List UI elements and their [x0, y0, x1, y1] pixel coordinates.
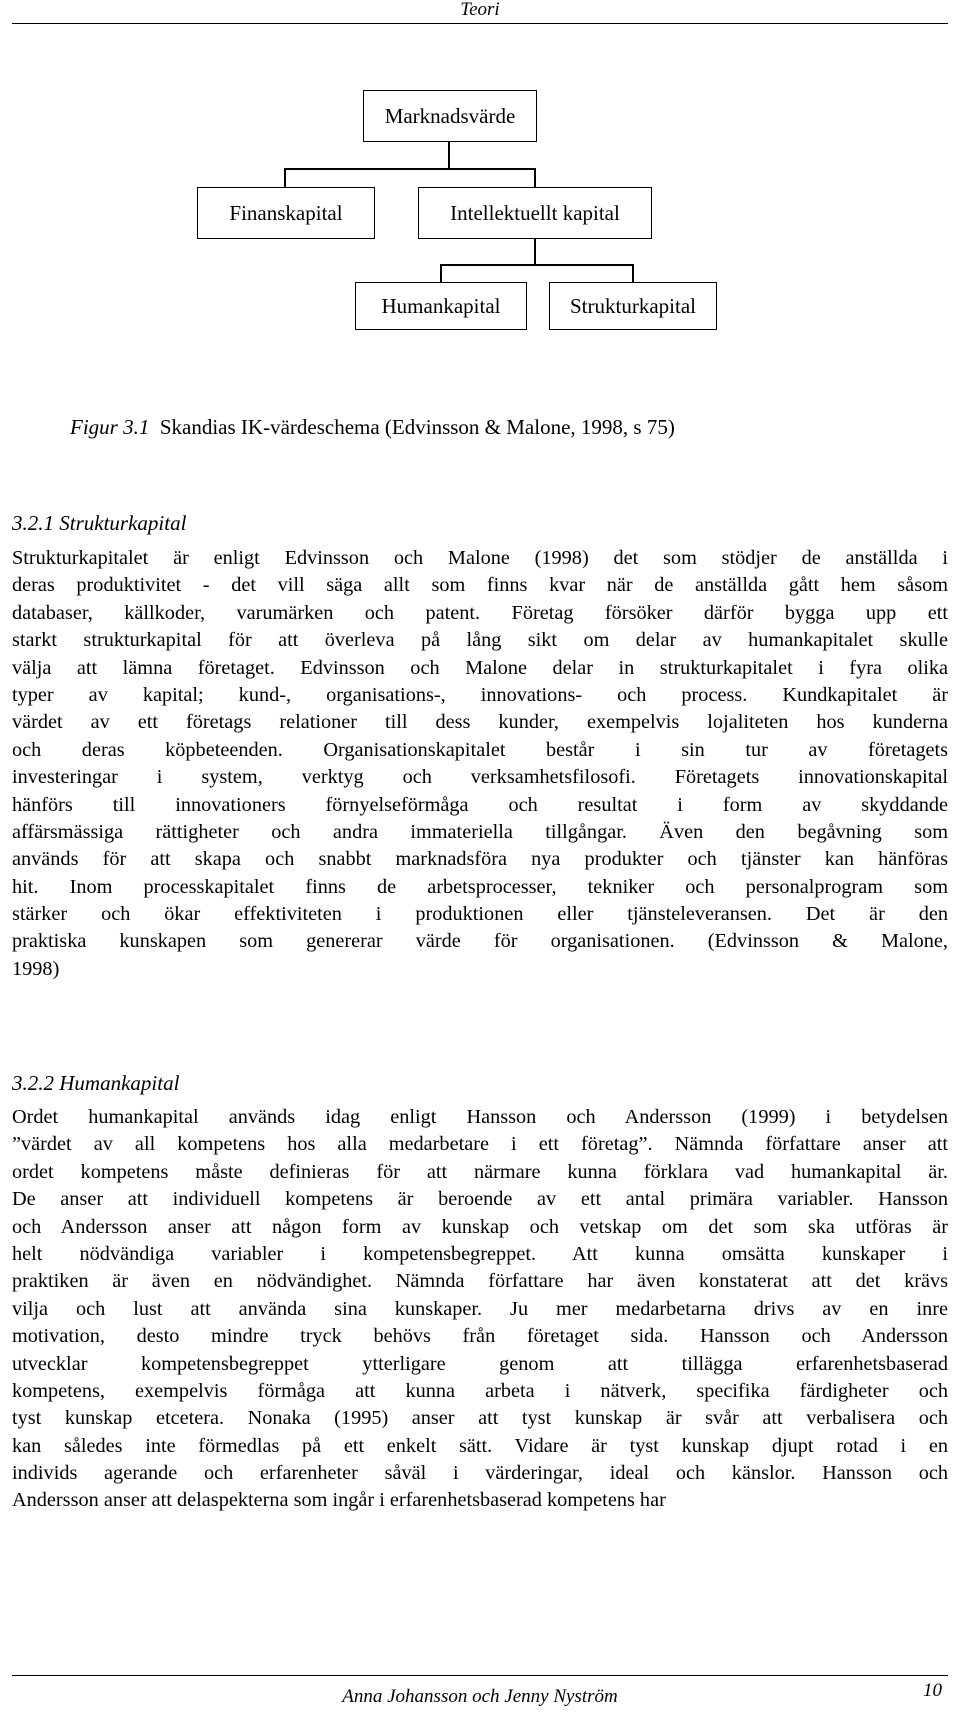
text-line: helt nödvändiga variabler i kompetensbegreppet. Att kunna omsätta kunskaper i	[12, 1242, 948, 1265]
box-finanskapital-label: Finanskapital	[229, 200, 343, 225]
text-line: hit. Inom processkapitalet finns de arbetsprocesser, tekniker och personalprogram som	[12, 875, 948, 898]
section-heading-strukturkapital: 3.2.1 Strukturkapital	[12, 511, 187, 535]
text-line: värdet av ett företags relationer till dess kunder, exempelvis lojaliteten hos kunderna	[12, 711, 948, 734]
text-line: deras produktivitet - det vill säga allt som finns kvar när de anställda gått hem såsom	[12, 574, 948, 597]
text-line: starkt strukturkapital för att överleva på lång sikt om delar av humankapitalet skulle	[12, 629, 948, 652]
text-line: individs agerande och erfarenheter såväl i värderingar, ideal och känslor. Hansson och	[12, 1462, 948, 1485]
text-line: Andersson anser att delaspekterna som ingår i erfarenhetsbaserad kompetens har	[12, 1489, 666, 1512]
text-line: kompetens, exempelvis förmåga att kunna arbeta i nätverk, specifika färdigheter och	[12, 1379, 948, 1402]
text-line: praktiska kunskapen som genererar värde för organisationen. (Edvinsson & Malone,	[12, 930, 948, 953]
text-line: 1998)	[12, 957, 60, 980]
box-finanskapital	[197, 187, 375, 239]
connector-to-strukturkapital	[632, 264, 634, 282]
box-strukturkapital-label: Strukturkapital	[570, 293, 696, 318]
box-strukturkapital	[549, 282, 717, 330]
text-line: databaser, källkoder, varumärken och patent. Företag försöker därför bygga upp ett	[12, 601, 948, 624]
text-line: och Andersson anser att någon form av kunskap och vetskap om det som ska utföras är	[12, 1215, 948, 1238]
paragraph-humankapital	[12, 1104, 948, 1515]
text-line: kan således inte förmedlas på ett enkelt sätt. Vidare är tyst kunskap djupt rotad i en	[12, 1434, 948, 1457]
text-line: Ordet humankapital används idag enligt Hansson och Andersson (1999) i betydelsen	[12, 1106, 948, 1128]
paragraph-strukturkapital	[12, 545, 948, 983]
connector-level2-bar	[284, 168, 535, 170]
text-line: utvecklar kompetensbegreppet ytterligare genom att tillägga erfarenhetsbaserad	[12, 1352, 948, 1375]
connector-to-intellektuellt	[534, 168, 536, 188]
text-line: välja att lämna företaget. Edvinsson och Malone delar in strukturkapitalet i fyra olika	[12, 656, 948, 679]
text-line: ”värdet av all kompetens hos alla medarbetare i ett företag”. Nämnda författare anser att	[12, 1133, 948, 1156]
footer-authors: Anna Johansson och Jenny Nyström	[342, 1686, 618, 1707]
footer-rule	[12, 1675, 948, 1676]
text-line: De anser att individuell kompetens är beroende av ett antal primära variabler. Hansson	[12, 1188, 948, 1211]
text-line: hänförs till innovationers förnyelseförmåga och resultat i form av skyddande	[12, 793, 948, 816]
page-header	[0, 0, 960, 26]
text-line: stärker och ökar effektiviteten i produktionen eller tjänsteleveransen. Det är den	[12, 903, 948, 926]
text-line: ordet kompetens måste definieras för att närmare kunna förklara vad humankapital är.	[12, 1160, 948, 1183]
box-marknadsvarde-label: Marknadsvärde	[384, 103, 516, 128]
figure-caption-label: Figur 3.1	[70, 415, 150, 439]
text-line: motivation, desto mindre tryck behövs från företaget sida. Hansson och Andersson	[12, 1325, 948, 1348]
figure-caption	[70, 415, 675, 440]
text-line: och deras köpbeteenden. Organisationskapitalet består i sin tur av företagets	[12, 738, 948, 761]
connector-to-finanskapital	[284, 168, 286, 188]
box-intellektuellt-kapital-label: Intellektuellt kapital	[450, 200, 620, 225]
text-line: vilja och lust att använda sina kunskaper. Ju mer medarbetarna drivs av en inre	[12, 1297, 948, 1320]
text-line: Strukturkapitalet är enligt Edvinsson och Malone (1998) det som stödjer de anställda i	[12, 547, 948, 569]
text-line: investeringar i system, verktyg och verksamhetsfilosofi. Företagets innovationskapital	[12, 766, 948, 789]
header-rule	[12, 23, 948, 24]
box-marknadsvarde	[363, 90, 537, 142]
connector-root-down	[448, 142, 450, 168]
box-intellektuellt-kapital	[418, 187, 652, 239]
section-heading-humankapital: 3.2.2 Humankapital	[12, 1071, 180, 1095]
header-title: Teori	[460, 0, 500, 20]
text-line: typer av kapital; kund-, organisations-, innovations- och process. Kundkapitalet är	[12, 683, 948, 706]
page-number: 10	[923, 1680, 942, 1701]
connector-level3-bar	[440, 264, 632, 266]
connector-intellektuellt-down	[534, 238, 536, 265]
ik-value-diagram	[0, 80, 960, 370]
text-line: praktiken är även en nödvändighet. Nämnda författare har även konstaterat att det krävs	[12, 1270, 948, 1293]
box-humankapital	[355, 282, 527, 330]
figure-caption-text: Skandias IK-värdeschema (Edvinsson & Malone, 1998, s 75)	[159, 415, 675, 439]
text-line: affärsmässiga rättigheter och andra immateriella tillgångar. Även den begåvning som	[12, 820, 948, 843]
box-humankapital-label: Humankapital	[381, 293, 501, 318]
text-line: används för att skapa och snabbt marknadsföra nya produkter och tjänster kan hänföras	[12, 848, 948, 871]
connector-to-humankapital	[440, 264, 442, 282]
text-line: tyst kunskap etcetera. Nonaka (1995) anser att tyst kunskap är svår att verbalisera och	[12, 1407, 948, 1430]
